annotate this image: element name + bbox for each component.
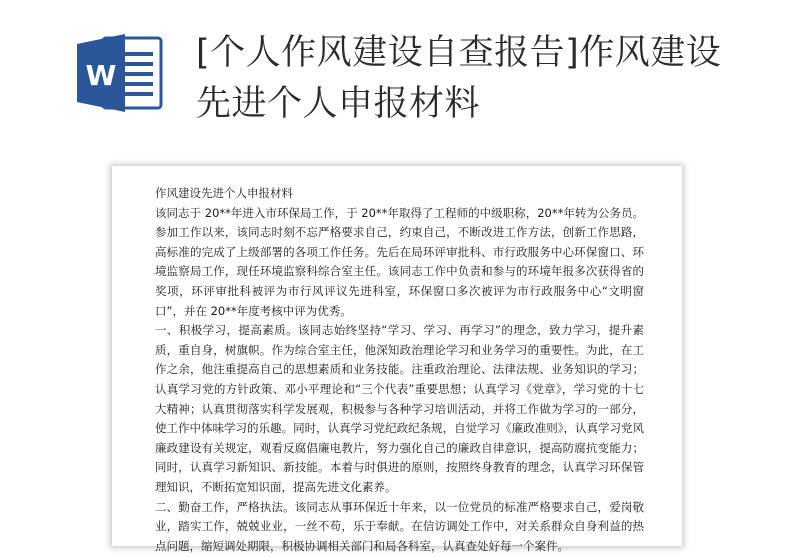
body-paragraph: 一、积极学习，提高素质。该同志始终坚持“学习、学习、再学习”的理念，致力学习，提升素质，重自身，树旗帜。作为综合室主任，他深知政治理论学习和业务学习的重要性。为此，在工作之余，他注重提高自己的思想素质和业务技能。注重政治理论、法律法规、业务知识的学习；认真学习党的方针政策、邓小平理论和“三个代表”重要思想；认真学习《党章》，学习党的十七大精神；认真贯彻落实科学发展观，积极参与各种学习培训活动，并将工作做为学习的一部分，使工作中体味学习的乐趣。同时，认真学习党纪政纪条规，自觉学习《廉政准则》，认真学习党风廉政建设有关规定，观看反腐倡廉电教片，努力强化自己的廉政自律意识，提高防腐抗变能力；同时，认真学习新知识、新技能。本着与时俱进的原则，按照终身教育的理念，认真学习环保管理知识，不断拓宽知识面，提高先进文化素养。 <box>155 321 644 497</box>
body-paragraph: 二、勤奋工作，严格执法。该同志从事环保近十年来，以一位党员的标准严格要求自己，爱岗敬业，踏实工作，兢兢业业，一丝不苟，乐于奉献。在信访调处工作中，对关系群众自身利益的热点问题，缩短调处期限，积极协调相关部门和局各科室，认真查处好每一个案件。 <box>155 498 644 556</box>
word-icon-line <box>123 72 153 76</box>
document-page <box>112 166 682 546</box>
page-heading: 作风建设先进个人申报材料 <box>155 184 644 204</box>
word-icon-line <box>123 82 153 86</box>
word-icon-line <box>123 52 153 56</box>
word-icon-line <box>123 92 153 96</box>
body-paragraph: 该同志于 20**年进入市环保局工作，于 20**年取得了工程师的中级职称，20**年转为公务员。参加工作以来，该同志时刻不忘严格要求自己，约束自己，不断改进工作方法，创新工作思路，高标准的完成了上级部署的各项工作任务。先后在局环评审批科、市行政服务中心环保窗口、环境监察局工作，现任环境监察科综合室主任。该同志工作中负责和参与的环境年报多次获得省的奖项，环评审批科被评为市行风评议先进科室，环保窗口多次被评为市行政服务中心“文明窗口”，并在 20**年度考核中评为优秀。 <box>155 204 644 322</box>
word-document-icon <box>75 32 163 114</box>
word-icon-letter: W <box>86 59 117 92</box>
document-title: [个人作风建设自查报告]作风建设先进个人申报材料 <box>196 28 756 130</box>
word-icon-line <box>123 62 153 66</box>
